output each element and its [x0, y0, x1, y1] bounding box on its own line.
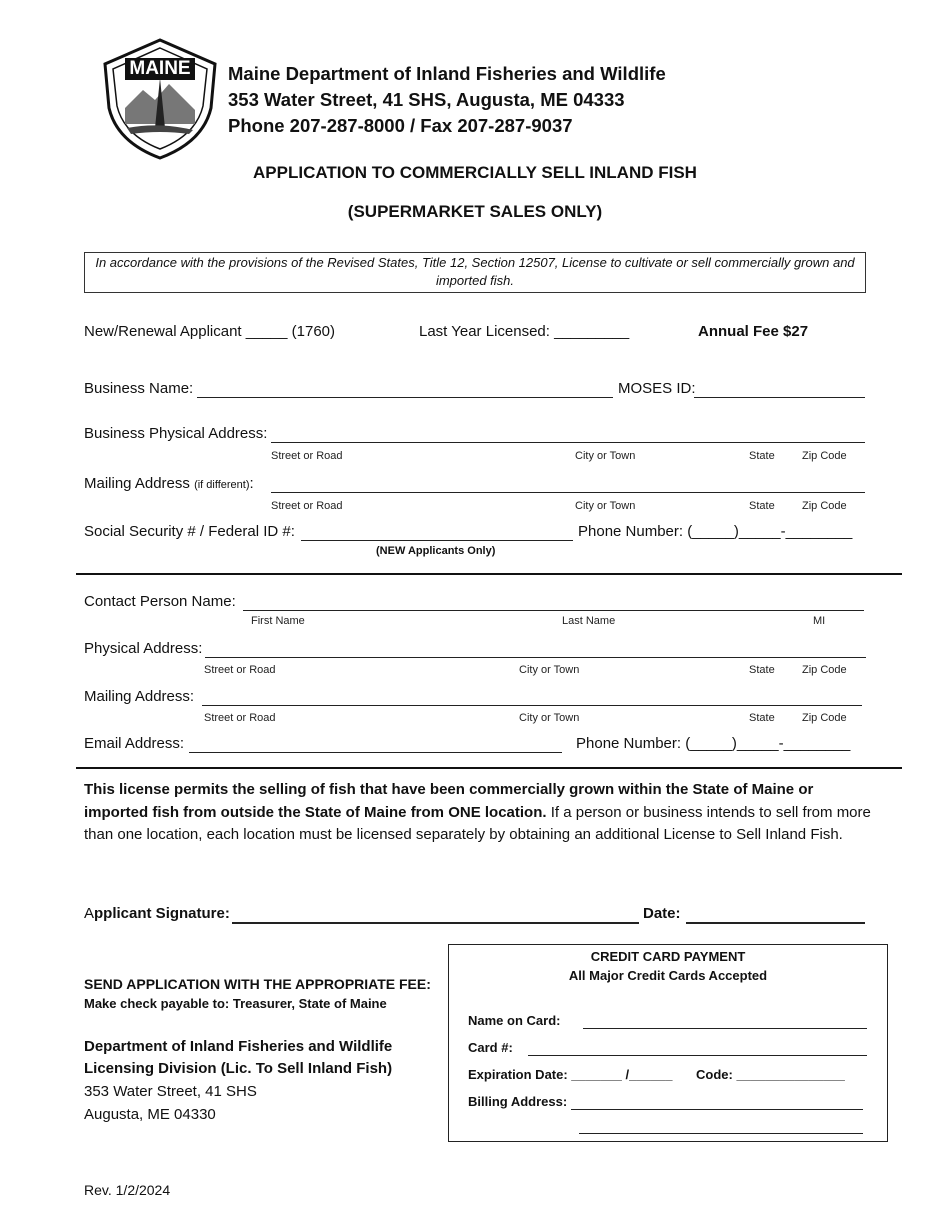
credit-card-subtitle: All Major Credit Cards Accepted [568, 968, 768, 983]
form-title: APPLICATION TO COMMERCIALLY SELL INLAND FISH [253, 163, 697, 182]
contact-name-label: Contact Person Name: [84, 593, 236, 610]
annual-fee: Annual Fee $27 [698, 323, 809, 340]
date-label: Date: [643, 905, 681, 922]
send-heading: SEND APPLICATION WITH THE APPROPRIATE FEE: [84, 976, 431, 992]
moses-id-label: MOSES ID: [618, 380, 696, 397]
ssn-federal-id-label: Social Security # / Federal ID #: [84, 523, 295, 540]
sublabel-zip: Zip Code [802, 450, 847, 462]
credit-card-title: CREDIT CARD PAYMENT [590, 949, 746, 964]
moses-id-input[interactable] [694, 397, 865, 398]
send-dept: Department of Inland Fisheries and Wildlife [84, 1038, 393, 1055]
billing-address-input-2[interactable] [579, 1133, 863, 1134]
card-number-input[interactable] [528, 1055, 867, 1056]
sublabel-street: Street or Road [204, 664, 276, 676]
mailing-address-input[interactable] [271, 492, 865, 493]
permit-bold-text: This license permits the selling of fish that have been commercially grown within the State of Maine or imported fish from outside the State of Maine from ONE location. [84, 781, 814, 821]
mailing-address-text: Mailing Address [84, 475, 190, 492]
name-on-card-label: Name on Card: [468, 1013, 561, 1028]
name-on-card-input[interactable] [583, 1028, 867, 1029]
sublabel-city: City or Town [519, 712, 580, 724]
license-permit-paragraph [84, 779, 874, 847]
ssn-note: (NEW Applicants Only) [376, 545, 496, 557]
sublabel-city: City or Town [575, 500, 636, 512]
sublabel-street: Street or Road [204, 712, 276, 724]
sublabel-street: Street or Road [271, 450, 343, 462]
sublabel-state: State [749, 664, 775, 676]
legal-notice: In accordance with the provisions of the Revised States, Title 12, Section 12507, License to cultivate or sell commercially grown and imported fish. [84, 252, 866, 293]
email-address-label: Email Address: [84, 735, 185, 752]
agency-phone-fax: Phone 207-287-8000 / Fax 207-287-9037 [228, 115, 573, 136]
sublabel-street: Street or Road [271, 500, 343, 512]
contact-name-input[interactable] [243, 610, 864, 611]
contact-phone-field[interactable]: Phone Number: (_____)_____-________ [576, 735, 851, 752]
sublabel-last-name: Last Name [562, 615, 616, 627]
billing-address-label: Billing Address: [468, 1094, 568, 1109]
business-name-label: Business Name: [84, 380, 194, 397]
security-code-field[interactable]: Code: _______________ [696, 1067, 845, 1082]
sublabel-state: State [749, 500, 775, 512]
sublabel-state: State [749, 450, 775, 462]
last-year-licensed-field[interactable]: Last Year Licensed: _________ [419, 323, 630, 340]
signature-label [84, 905, 230, 922]
permit-normal-text: If a person or business intends to sell from more than one location, each location must be licensed separately by obtaining an additional License to Sell Inland Fish. [84, 803, 871, 843]
seal-title: MAINE [129, 58, 191, 79]
agency-name: Maine Department of Inland Fisheries and Wildlife [228, 63, 666, 84]
send-city: Augusta, ME 04330 [84, 1106, 216, 1123]
signature-label-text: pplicant Signature: [94, 905, 230, 922]
contact-mailing-address-label: Mailing Address: [84, 688, 195, 705]
date-input[interactable] [686, 922, 865, 924]
agency-seal [103, 38, 217, 160]
applicant-phone-field[interactable]: Phone Number: (_____)_____-________ [578, 523, 853, 540]
sublabel-city: City or Town [519, 664, 580, 676]
sublabel-zip: Zip Code [802, 712, 847, 724]
card-number-label: Card #: [468, 1040, 513, 1055]
credit-card-box [448, 944, 888, 1142]
mailing-colon: : [249, 475, 254, 492]
send-street: 353 Water Street, 41 SHS [84, 1083, 257, 1100]
ssn-federal-id-input[interactable] [301, 540, 573, 541]
business-physical-address-label: Business Physical Address: [84, 425, 268, 442]
mailing-address-label [84, 475, 254, 492]
business-name-input[interactable] [197, 397, 613, 398]
signature-a: A [84, 905, 95, 922]
send-division: Licensing Division (Lic. To Sell Inland Fish) [84, 1060, 393, 1077]
form-subtitle: (SUPERMARKET SALES ONLY) [347, 202, 603, 221]
sublabel-zip: Zip Code [802, 500, 847, 512]
revision-date: Rev. 1/2/2024 [84, 1182, 171, 1198]
contact-physical-address-input[interactable] [205, 657, 866, 658]
section-divider-2 [76, 767, 902, 769]
mailing-if-different: (if different) [194, 479, 250, 491]
contact-physical-address-label: Physical Address: [84, 640, 203, 657]
email-address-input[interactable] [189, 752, 562, 753]
sublabel-first-name: First Name [251, 615, 305, 627]
check-payable: Make check payable to: Treasurer, State of Maine [84, 996, 387, 1011]
agency-address: 353 Water Street, 41 SHS, Augusta, ME 04333 [228, 89, 625, 110]
contact-mailing-address-input[interactable] [202, 705, 862, 706]
sublabel-city: City or Town [575, 450, 636, 462]
expiration-date-field[interactable]: Expiration Date: _______ /______ [468, 1067, 673, 1082]
business-physical-address-input[interactable] [271, 442, 865, 443]
signature-input[interactable] [232, 922, 639, 924]
new-renewal-applicant-field[interactable]: New/Renewal Applicant _____ (1760) [84, 323, 335, 340]
sublabel-mi: MI [813, 615, 826, 627]
section-divider-1 [76, 573, 902, 575]
sublabel-state: State [749, 712, 775, 724]
sublabel-zip: Zip Code [802, 664, 847, 676]
billing-address-input-1[interactable] [571, 1109, 863, 1110]
